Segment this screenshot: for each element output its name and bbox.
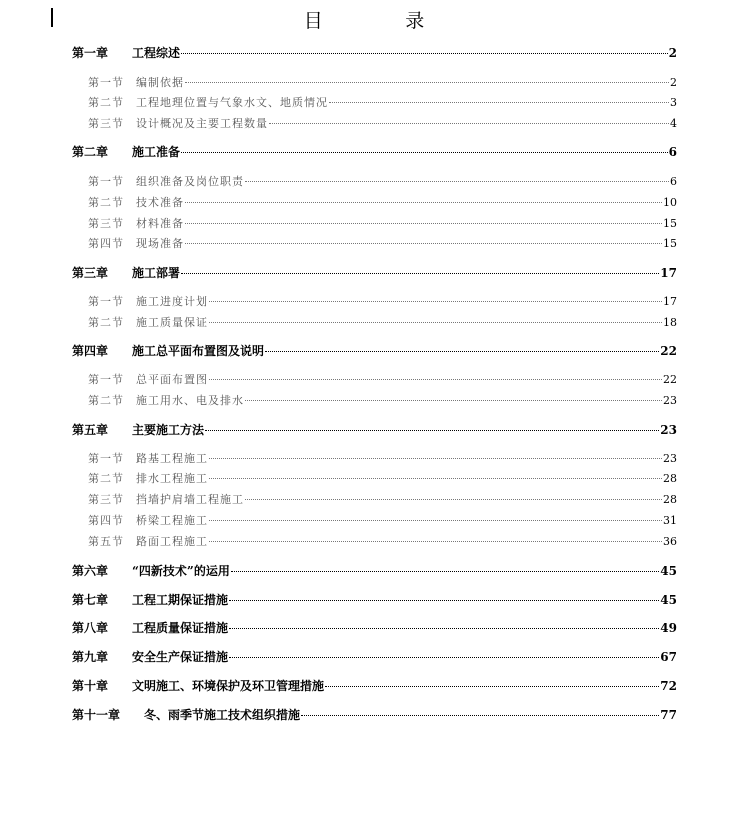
toc-section-entry[interactable] — [88, 314, 677, 332]
page-number: 36 — [663, 535, 677, 548]
toc-entry-label — [88, 215, 184, 231]
chapter-number: 第十章 — [72, 679, 109, 693]
chapter-number: 第六章 — [72, 564, 109, 578]
toc-entry-label — [88, 470, 208, 486]
page-number: 22 — [663, 373, 677, 386]
toc-section-entry[interactable] — [88, 94, 677, 112]
section-title: 设计概况及主要工程数量 — [136, 117, 268, 130]
toc-chapter-entry[interactable] — [72, 421, 677, 439]
section-number: 第四节 — [88, 514, 124, 527]
section-title: 组织准备及岗位职责 — [136, 175, 244, 188]
chapter-number: 第七章 — [72, 593, 109, 607]
page-number: 31 — [663, 514, 677, 527]
dot-leader — [229, 600, 659, 601]
dot-leader — [209, 458, 662, 459]
toc-section-entry[interactable] — [88, 115, 677, 133]
section-number: 第一节 — [88, 373, 124, 386]
chapter-number: 第二章 — [72, 145, 109, 159]
dot-leader — [325, 686, 659, 687]
toc-chapter-entry[interactable] — [72, 648, 677, 666]
toc-entry-label — [88, 392, 244, 408]
toc-chapter-entry[interactable] — [72, 706, 677, 724]
dot-leader — [185, 223, 662, 224]
section-title: 施工用水、电及排水 — [136, 394, 244, 407]
section-title: 路面工程施工 — [136, 535, 208, 548]
toc-section-entry[interactable] — [88, 450, 677, 468]
chapter-number: 第五章 — [72, 423, 109, 437]
section-title: 施工进度计划 — [136, 295, 208, 308]
toc-section-entry[interactable] — [88, 371, 677, 389]
section-number: 第二节 — [88, 196, 124, 209]
dot-leader — [265, 351, 659, 352]
toc-chapter-entry[interactable] — [72, 143, 677, 161]
section-number: 第三节 — [88, 493, 124, 506]
page-number: 17 — [663, 295, 677, 308]
chapter-title: 施工总平面布置图及说明 — [132, 344, 265, 358]
toc-entry-label — [88, 450, 208, 466]
section-title: 桥梁工程施工 — [136, 514, 208, 527]
page-number: 77 — [660, 708, 677, 722]
toc-section-entry[interactable] — [88, 491, 677, 509]
section-number: 第一节 — [88, 452, 124, 465]
section-number: 第二节 — [88, 316, 124, 329]
toc-entry-label — [72, 342, 264, 359]
page-number: 23 — [663, 452, 677, 465]
dot-leader — [181, 152, 668, 153]
toc-chapter-entry[interactable] — [72, 677, 677, 695]
section-title: 总平面布置图 — [136, 373, 208, 386]
page-number: 28 — [663, 472, 677, 485]
chapter-title: 施工部署 — [132, 266, 181, 280]
dot-leader — [185, 82, 669, 83]
section-number: 第一节 — [88, 76, 124, 89]
toc-section-entry[interactable] — [88, 194, 677, 212]
section-title: 排水工程施工 — [136, 472, 208, 485]
dot-leader — [301, 715, 659, 716]
toc-entry-label — [88, 173, 244, 189]
dot-leader — [181, 273, 659, 274]
toc-section-entry[interactable] — [88, 470, 677, 488]
page-number: 28 — [663, 493, 677, 506]
chapter-title: 施工准备 — [132, 145, 181, 159]
toc-entry-label — [88, 533, 208, 549]
dot-leader — [185, 202, 662, 203]
page-number: 4 — [670, 117, 677, 130]
chapter-title: 主要施工方法 — [132, 423, 205, 437]
section-number: 第二节 — [88, 394, 124, 407]
toc-entry-label — [72, 44, 180, 61]
section-title: 编制依据 — [136, 76, 184, 89]
chapter-number: 第十一章 — [72, 708, 121, 722]
page-number: 15 — [663, 237, 677, 250]
page-number: 23 — [663, 394, 677, 407]
toc-section-entry[interactable] — [88, 74, 677, 92]
section-title: 挡墙护肩墙工程施工 — [136, 493, 244, 506]
toc-entry-label — [72, 562, 230, 579]
dot-leader — [231, 571, 659, 572]
dot-leader — [209, 301, 662, 302]
toc-section-entry[interactable] — [88, 533, 677, 551]
toc-title: 目 录 — [303, 10, 427, 32]
page-number: 67 — [660, 650, 677, 664]
page-number: 6 — [668, 145, 677, 159]
section-number: 第三节 — [88, 117, 124, 130]
toc-entry-label — [88, 371, 208, 387]
dot-leader — [245, 499, 662, 500]
dot-leader — [209, 478, 662, 479]
toc-entry-label — [88, 491, 244, 507]
section-title: 路基工程施工 — [136, 452, 208, 465]
toc-entry-label — [72, 706, 300, 723]
section-title: 材料准备 — [136, 217, 184, 230]
chapter-title: “四新技术”的运用 — [132, 564, 230, 578]
toc-chapter-entry[interactable] — [72, 44, 677, 62]
dot-leader — [269, 123, 669, 124]
toc-entry-label — [88, 293, 208, 309]
page-number: 6 — [670, 175, 677, 188]
section-title: 现场准备 — [136, 237, 184, 250]
section-title: 施工质量保证 — [136, 316, 208, 329]
section-number: 第二节 — [88, 96, 124, 109]
toc-section-entry[interactable] — [88, 235, 677, 253]
toc-entry-label — [72, 619, 228, 636]
section-title: 工程地理位置与气象水文、地质情况 — [136, 96, 328, 109]
section-number: 第一节 — [88, 175, 124, 188]
page-number: 17 — [660, 266, 677, 280]
section-number: 第三节 — [88, 217, 124, 230]
page-number: 22 — [660, 344, 677, 358]
toc-section-entry[interactable] — [88, 512, 677, 530]
page-number: 3 — [670, 96, 677, 109]
toc-entry-label — [72, 143, 180, 160]
toc-section-entry[interactable] — [88, 173, 677, 191]
chapter-title: 文明施工、环境保护及环卫管理措施 — [132, 679, 325, 693]
toc-chapter-entry[interactable] — [72, 264, 677, 282]
toc-chapter-entry[interactable] — [72, 342, 677, 360]
page-number: 23 — [660, 423, 677, 437]
chapter-number: 第九章 — [72, 650, 109, 664]
dot-leader — [209, 379, 662, 380]
page-number: 2 — [668, 46, 677, 60]
toc-entry-label — [88, 314, 208, 330]
chapter-number: 第一章 — [72, 46, 109, 60]
dot-leader — [229, 657, 659, 658]
dot-leader — [209, 322, 662, 323]
toc-chapter-entry[interactable] — [72, 591, 677, 609]
chapter-number: 第三章 — [72, 266, 109, 280]
toc-entry-label — [72, 591, 228, 608]
toc-entry-label — [88, 194, 184, 210]
chapter-title: 工程工期保证措施 — [132, 593, 229, 607]
toc-entry-label — [88, 115, 268, 131]
dot-leader — [205, 430, 659, 431]
toc-section-entry[interactable] — [88, 392, 677, 410]
toc-chapter-entry[interactable] — [72, 619, 677, 637]
toc-chapter-entry[interactable] — [72, 562, 677, 580]
chapter-number: 第八章 — [72, 621, 109, 635]
dot-leader — [185, 243, 662, 244]
toc-entry-label — [88, 94, 328, 110]
dot-leader — [229, 628, 659, 629]
dot-leader — [245, 400, 662, 401]
page-number: 2 — [670, 76, 677, 89]
toc-entry-label — [72, 677, 324, 694]
section-number: 第五节 — [88, 535, 124, 548]
section-title: 技术准备 — [136, 196, 184, 209]
dot-leader — [181, 53, 668, 54]
toc-entry-label — [72, 264, 180, 281]
dot-leader — [329, 102, 669, 103]
toc-section-entry[interactable] — [88, 215, 677, 233]
page-number: 10 — [663, 196, 677, 209]
page-number: 45 — [660, 564, 677, 578]
chapter-number: 第四章 — [72, 344, 109, 358]
chapter-title: 冬、雨季节施工技术组织措施 — [144, 708, 301, 722]
toc-section-entry[interactable] — [88, 293, 677, 311]
chapter-title: 工程综述 — [132, 46, 181, 60]
page-number: 15 — [663, 217, 677, 230]
section-number: 第四节 — [88, 237, 124, 250]
section-number: 第二节 — [88, 472, 124, 485]
toc-entry-label — [72, 421, 204, 438]
toc-entry-label — [72, 648, 228, 665]
toc-entry-label — [88, 235, 184, 251]
dot-leader — [209, 520, 662, 521]
toc-entry-label — [88, 74, 184, 90]
dot-leader — [209, 541, 662, 542]
page-number: 49 — [660, 621, 677, 635]
dot-leader — [245, 181, 669, 182]
chapter-title: 安全生产保证措施 — [132, 650, 229, 664]
page-number: 72 — [660, 679, 677, 693]
page-number: 45 — [660, 593, 677, 607]
chapter-title: 工程质量保证措施 — [132, 621, 229, 635]
section-number: 第一节 — [88, 295, 124, 308]
toc-entry-label — [88, 512, 208, 528]
page-number: 18 — [663, 316, 677, 329]
